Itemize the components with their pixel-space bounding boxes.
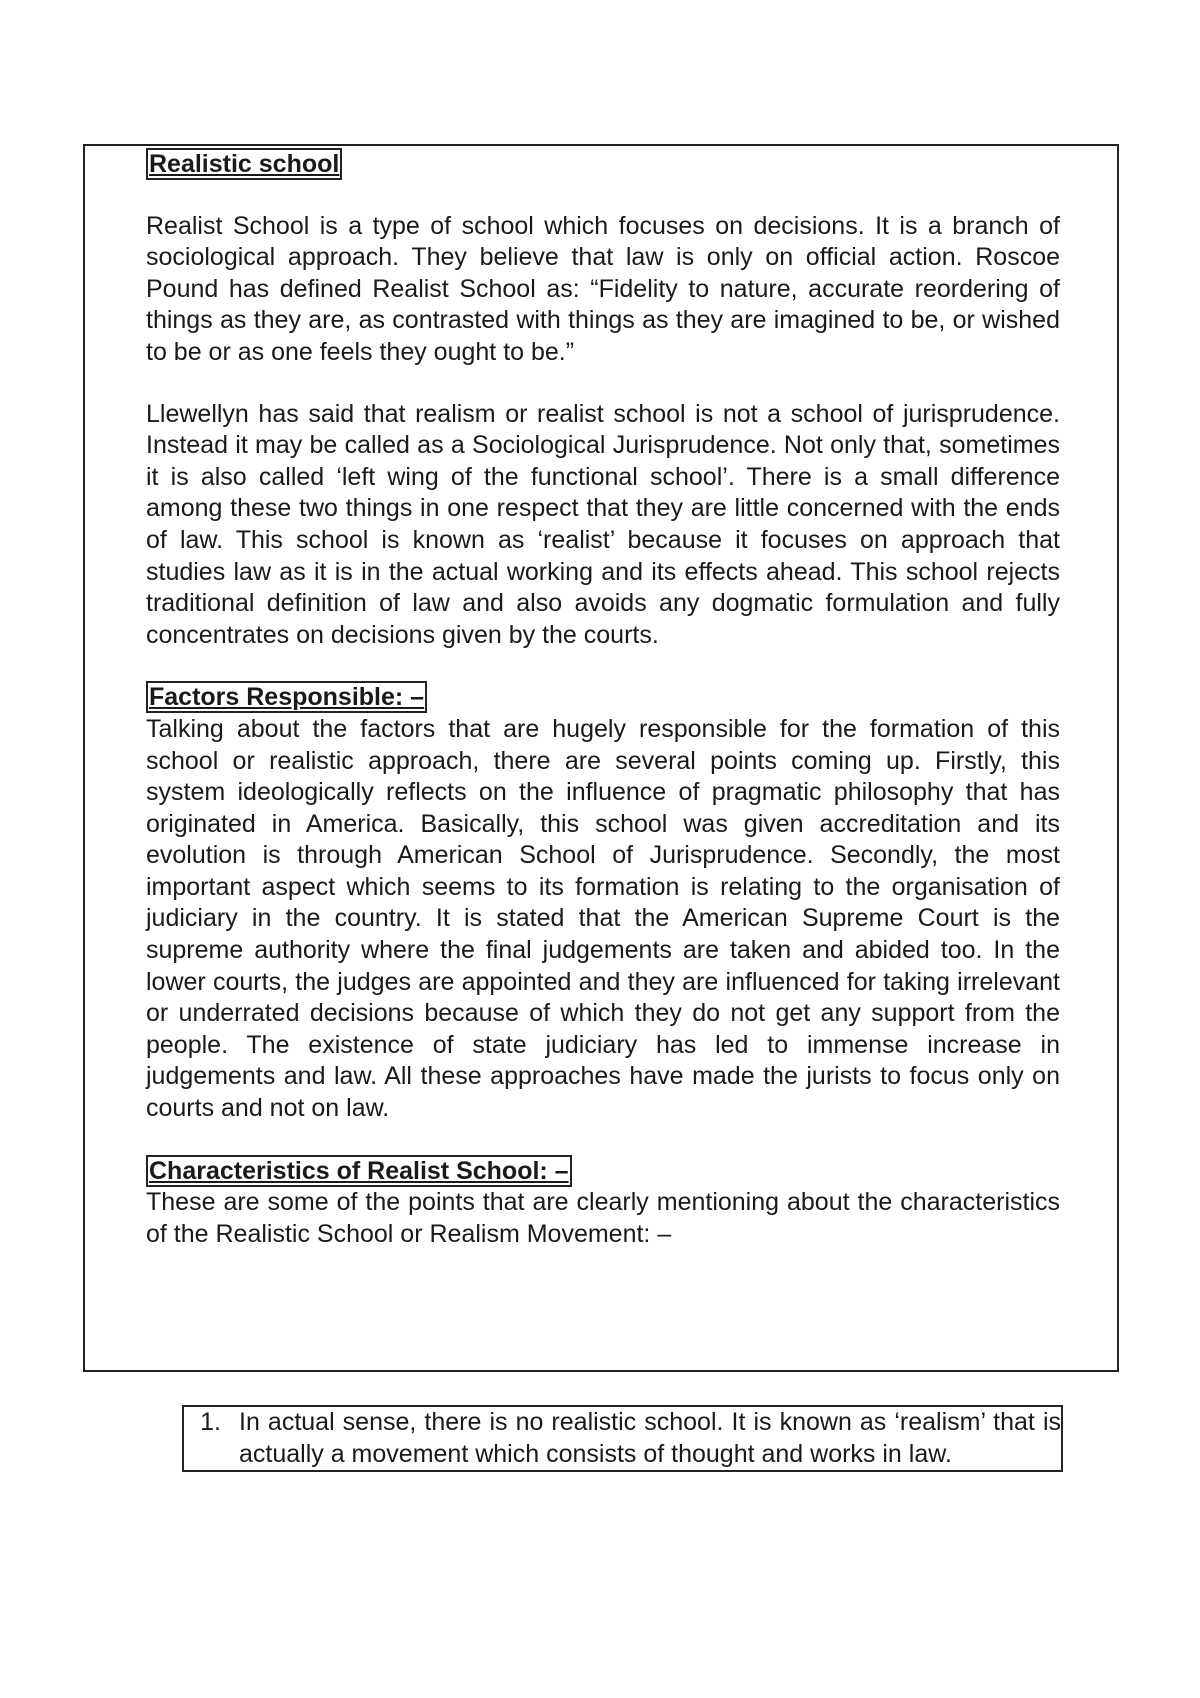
list-item-number: 1. — [200, 1408, 221, 1436]
heading-realistic-school: Realistic school — [146, 148, 342, 180]
heading-factors-responsible: Factors Responsible: – — [146, 681, 427, 713]
paragraph-factors-responsible: Talking about the factors that are hugely responsible for the formation of this school or realistic approach, there are several points coming up. Firstly, this system ideologically reflects on the influence of pragmatic philosophy that has originated in America. Basically, this school was given accreditation and its evolution is through American School of Jurisprudence. Secondly, the most important aspect which seems to its formation is relating to the organisation of judiciary in the country. It is stated that the American Supreme Court is the supreme authority where the final judgements are taken and abided too. In the lower courts, the judges are appointed and they are influenced for taking irrelevant or underrated decisions because of which they do not get any support from the people. The existence of state judiciary has led to immense increase in judgements and law. All these approaches have made the jurists to focus only on courts and not on law. — [146, 714, 1060, 1123]
paragraph-llewellyn: Llewellyn has said that realism or realist school is not a school of jurisprudence. Instead it may be called as a Sociological Jurisprudence. Not only that, sometimes it is also called ‘left wing of the functional school’. There is a small difference among these two things in one respect that they are little concerned with the ends of law. This school is known as ‘realist’ because it focuses on approach that studies law as it is in the actual working and its effects ahead. This school rejects traditional definition of law and also avoids any dogmatic formulation and fully concentrates on decisions given by the courts. — [146, 399, 1060, 649]
document-body — [146, 148, 1060, 1250]
list-item-text: In actual sense, there is no realistic school. It is known as ‘realism’ that is actually a movement which consists of thought and works in law. — [239, 1408, 1061, 1468]
paragraph-realist-school-definition: Realist School is a type of school which focuses on decisions. It is a branch of sociological approach. They believe that law is only on official action. Roscoe Pound has defined Realist School as: “Fidelity to nature, accurate reordering of things as they are, as contrasted with things as they are imagined to be, or wished to be or as one feels they ought to be.” — [146, 211, 1060, 366]
heading-characteristics: Characteristics of Realist School: – — [146, 1155, 572, 1187]
characteristics-list — [182, 1405, 1063, 1472]
paragraph-characteristics-intro: These are some of the points that are clearly mentioning about the characteristics of the Realistic School or Realism Movement: – — [146, 1188, 1060, 1248]
list-item — [184, 1407, 1061, 1470]
